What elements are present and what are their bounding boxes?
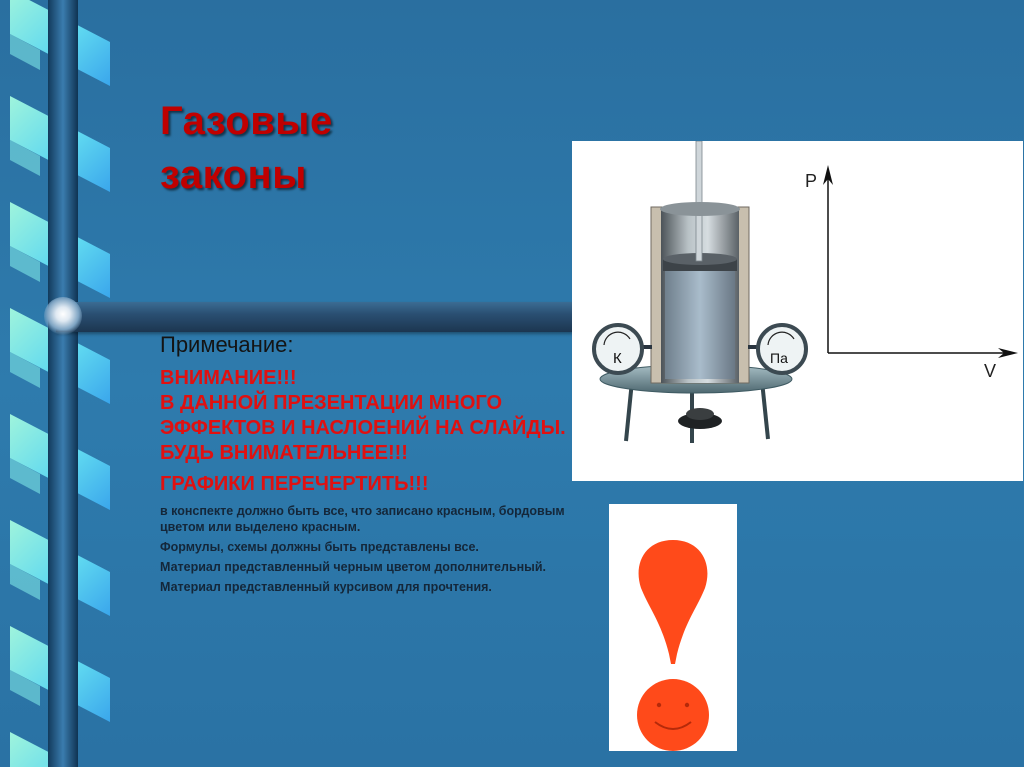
axis-p-label: P bbox=[805, 171, 818, 191]
exclamation-smiley-panel bbox=[609, 504, 737, 751]
axis-v-label: V bbox=[984, 361, 997, 381]
exclamation-smiley-icon bbox=[609, 504, 737, 751]
note-line: Материал представленный черным цветом дополнительный. bbox=[160, 560, 547, 574]
horizontal-divider-bar bbox=[56, 302, 576, 332]
graphs-instruction: ГРАФИКИ ПЕРЕЧЕРТИТЬ!!! bbox=[160, 473, 429, 495]
note-line: Материал представленный курсивом для прочтения. bbox=[160, 580, 492, 594]
note-label: Примечание: bbox=[160, 332, 294, 357]
slide-title: Газовые законы bbox=[160, 99, 333, 197]
right-gauge-label: Па bbox=[770, 350, 788, 366]
gas-cylinder-illustration bbox=[572, 141, 1023, 481]
note-line: Формулы, схемы должны быть представлены все. bbox=[160, 540, 479, 554]
warning-text: ВНИМАНИЕ!!! В ДАННОЙ ПРЕЗЕНТАЦИИ МНОГО ЭФФЕКТОВ И НАСЛОЕНИЙ НА СЛАЙДЫ. БУДЬ ВНИМАТЕЛЬНЕЕ!!! bbox=[160, 367, 566, 464]
left-gauge-label: К bbox=[613, 350, 622, 367]
gas-cylinder-diagram bbox=[572, 141, 1023, 481]
note-line: в конспекте должно быть все, что записано красным, бордовым цветом или выделено красным. bbox=[160, 504, 565, 534]
decorative-ribbon bbox=[0, 0, 112, 767]
slide-body bbox=[160, 332, 580, 599]
bar-glow-knob bbox=[44, 297, 82, 335]
